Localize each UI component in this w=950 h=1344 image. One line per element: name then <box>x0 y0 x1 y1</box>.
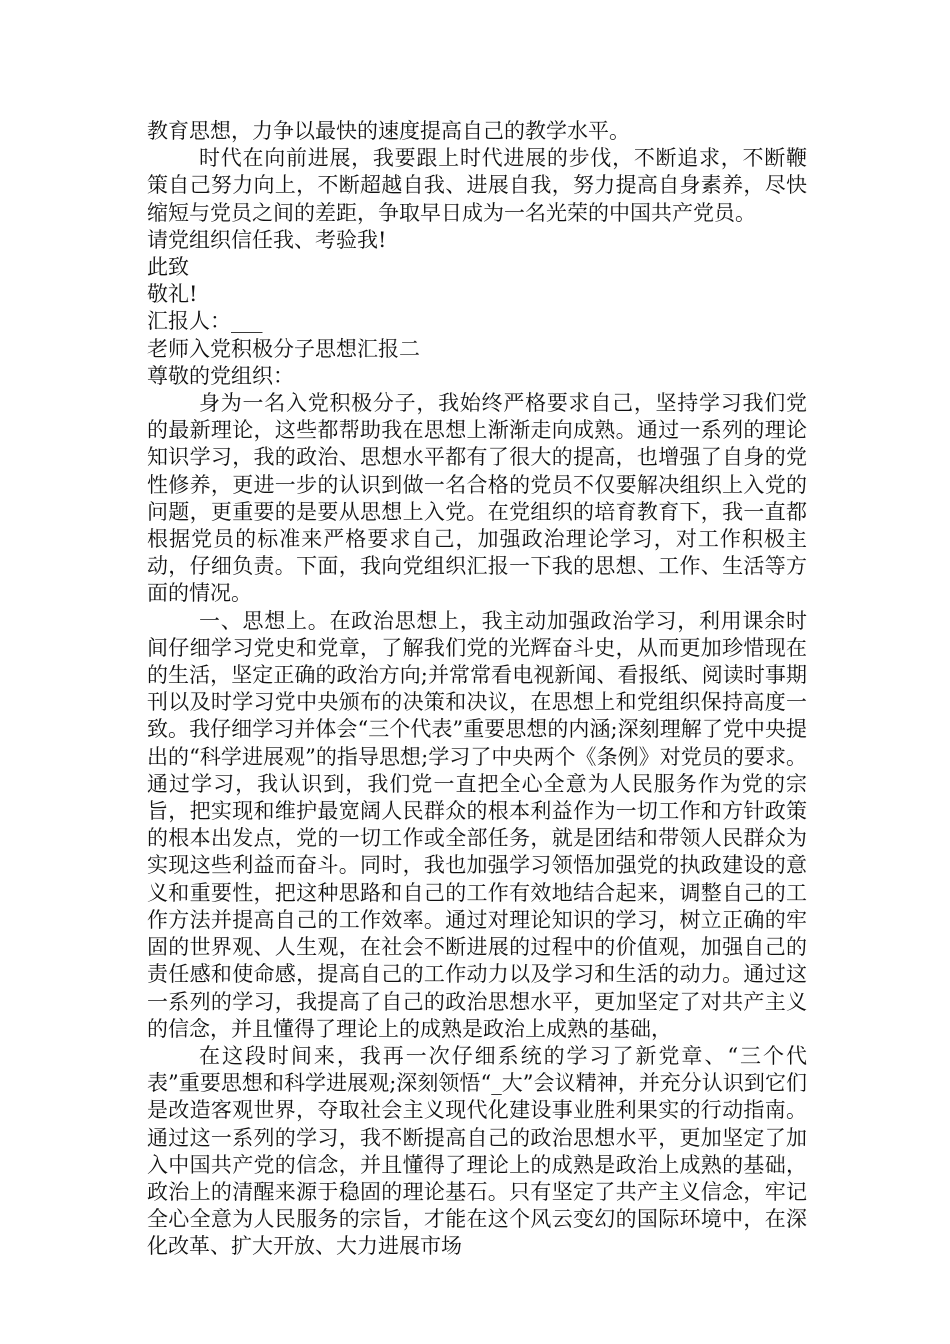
salutation-line: 敬礼! <box>147 282 198 307</box>
salutation-line: 此致 <box>147 255 189 280</box>
document-body <box>147 118 807 1261</box>
paragraph: 时代在向前进展，我要跟上时代进展的步伐，不断追求，不断鞭策自己努力向上，不断超越自我、进展自我，努力提高自身素养，尽快缩短与党员之间的差距，争取早日成为一名光荣的中国共产党员。 <box>147 146 807 225</box>
paragraph: 请党组织信任我、考验我! <box>147 227 387 252</box>
paragraph: 一、思想上。在政治思想上，我主动加强政治学习，利用课余时间仔细学习党史和党章，了解我们党的光辉奋斗史，从而更加珍惜现在的生活，坚定正确的政治方向;并常常看电视新闻、看报纸、阅读时事期刊以及时学习党中央颁布的决策和决议，在思想上和党组织保持高度一致。我仔细学习并体会“三个代表”重要思想的内涵;深刻理解了党中央提出的“科学进展观”的指导思想;学习了中央两个《条例》对党员的要求。通过学习，我认识到，我们党一直把全心全意为人民服务作为党的宗旨，把实现和维护最宽阔人民群众的根本利益作为一切工作和方针政策的根本出发点，党的一切工作或全部任务，就是团结和带领人民群众为实现这些利益而奋斗。同时，我也加强学习领悟加强党的执政建设的意义和重要性，把这种思路和自己的工作有效地结合起来，调整自己的工作方法并提高自己的工作效率。通过对理论知识的学习，树立正确的牢固的世界观、人生观，在社会不断进展的过程中的价值观，加强自己的责任感和使命感，提高自己的工作动力以及学习和生活的动力。通过这一系列的学习，我提高了自己的政治思想水平，更加坚定了对共产主义的信念，并且懂得了理论上的成熟是政治上成熟的基础， <box>147 608 807 1041</box>
paragraph: 教育思想，力争以最快的速度提高自己的教学水平。 <box>147 119 630 143</box>
paragraph: 身为一名入党积极分子，我始终严格要求自己，坚持学习我们党的最新理论，这些都帮助我在思想上渐渐走向成熟。通过一系列的理论知识学习，我的政治、思想水平都有了很大的提高，也增强了自身的党性修养，更进一步的认识到做一名合格的党员不仅要解决组织上入党的问题，更重要的是要从思想上入党。在党组织的培育教育下，我一直都根据党员的标准来严格要求自己，加强政治理论学习，对工作积极主动，仔细负责。下面，我向党组织汇报一下我的思想、工作、生活等方面的情况。 <box>147 391 807 606</box>
greeting: 尊敬的党组织： <box>147 363 294 388</box>
section-title: 老师入党积极分子思想汇报二 <box>147 336 420 361</box>
paragraph: 在这段时间来，我再一次仔细系统的学习了新党章、“三个代表”重要思想和科学进展观;深刻领悟“_大”会议精神，并充分认识到它们是改造客观世界，夺取社会主义现代化建设事业胜利果实的行动指南。通过这一系列的学习，我不断提高自己的政治思想水平，更加坚定了加入中国共产党的信念，并且懂得了理论上的成熟是政治上成熟的基础，政治上的清醒来源于稳固的理论基石。只有坚定了共产主义信念，牢记全心全意为人民服务的宗旨，才能在这个风云变幻的国际环境中，在深化改革、扩大开放、大力进展市场 <box>147 1043 807 1259</box>
reporter-line: 汇报人：___ <box>147 309 263 334</box>
